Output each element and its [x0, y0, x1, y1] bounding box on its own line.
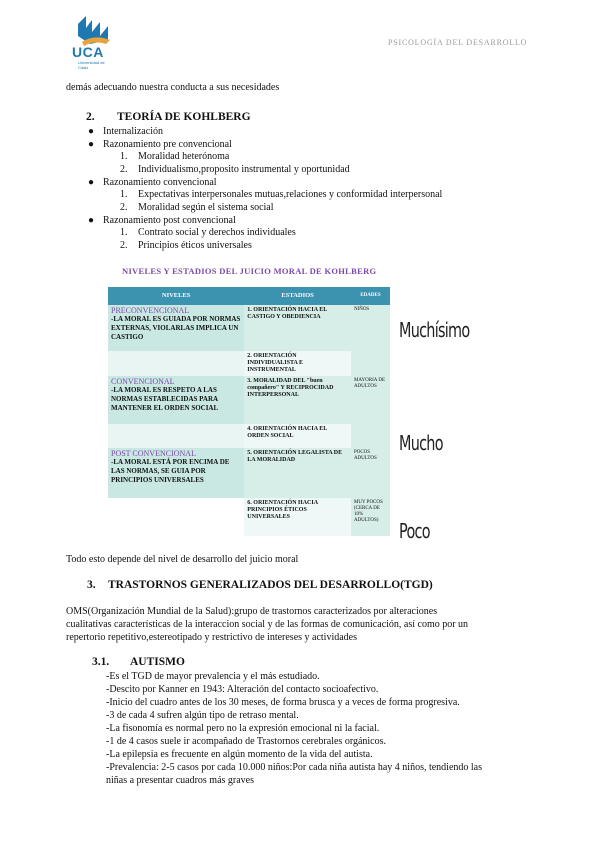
handwritten-note: Poco: [399, 519, 430, 543]
header-course-title: PSICOLOGÍA DEL DESARROLLO: [388, 38, 528, 47]
age-text: NIÑOS: [353, 307, 370, 312]
autismo-line: -Es el TGD de mayor prevalencia y el más estudiado.: [106, 671, 320, 682]
age-text: POCOS ADULTOS: [353, 450, 377, 461]
stage-cell: [244, 498, 351, 536]
section-3-number: 3.: [87, 579, 96, 591]
paragraph-line: repertorio repetitivo,estereotipado y restrictivo de intereses y actividades: [66, 632, 358, 643]
level-name: PRECONVENCIONAL: [111, 306, 190, 315]
stage-text: 4. ORIENTACIÓN HACIA EL ORDEN SOCIAL: [247, 426, 327, 439]
col-header-edades: EDADES: [351, 287, 390, 305]
age-cell: [351, 305, 390, 351]
paragraph-line: cualitativas características de la interaccion social y de las formas de comunicación, así como por un: [66, 619, 469, 630]
age-text: MUY POCOS (CERCA DE 10% ADULTOS): [353, 500, 383, 523]
list-item: Internalización: [103, 126, 163, 137]
sub-list-item: Moralidad según el sistema social: [138, 202, 274, 213]
logo-subtext: Universidad de Cádiz: [78, 60, 105, 70]
sub-list-item: Individualismo,proposito instrumental y oportunidad: [138, 164, 350, 175]
level-cell-empty: [108, 498, 244, 536]
stage-cell: [244, 351, 351, 376]
autismo-line: niñas a presentar cuadros más graves: [106, 775, 254, 786]
sub-list-item: Moralidad heterónoma: [138, 151, 230, 162]
autismo-line: -La epilepsia es frecuente en algún momento de la vida del autista.: [106, 749, 373, 760]
section-2-title: TEORÍA DE KOHLBERG: [117, 111, 251, 123]
autismo-line: -Inicio del cuadro antes de los 30 meses, de forma brusca y a veces de forma progresiva.: [106, 697, 460, 708]
autismo-line: -Prevalencia: 2-5 casos por cada 10.000 niños:Por cada niña autista hay 4 niños, tendiendo las: [106, 762, 483, 773]
age-cell: [351, 498, 390, 536]
age-cell: [351, 351, 390, 376]
sub-list-item: Contrato social y derechos individuales: [138, 227, 296, 238]
paragraph-line: OMS(Organización Mundial de la Salud):grupo de trastornos caracterizados por alteraciones: [66, 606, 438, 617]
sub-item-number: 1.: [120, 151, 128, 162]
bullet-icon: ●: [88, 126, 95, 137]
col-header-estadios: ESTADIOS: [244, 287, 351, 305]
autismo-line: -La fisonomía es normal pero no la expresión emocional ni la facial.: [106, 723, 380, 734]
age-cell: [351, 448, 390, 498]
sub-list-item: Principios éticos universales: [138, 240, 252, 251]
table-title: NIVELES Y ESTADIOS DEL JUICIO MORAL DE KOHLBERG: [122, 266, 377, 276]
sub-list-item: Expectativas interpersonales mutuas,relaciones y conformidad interpersonal: [138, 189, 443, 200]
sub-item-number: 2.: [120, 202, 128, 213]
section-3-1-number: 3.1.: [92, 656, 110, 668]
list-item: Razonamiento post convencional: [103, 215, 236, 226]
level-cell-pre: [108, 305, 244, 351]
section-3-title: TRASTORNOS GENERALIZADOS DEL DESARROLLO(TGD): [108, 579, 433, 591]
age-cell: [351, 376, 390, 424]
stage-text: 3. MORALIDAD DEL "buen compañero" Y RECIPROCIDAD INTERPERSONAL: [247, 378, 334, 398]
university-logo: [72, 14, 118, 70]
intro-line: demás adecuando nuestra conducta a sus necesidades: [66, 82, 280, 93]
table-conclusion: Todo esto depende del nivel de desarrollo del juicio moral: [66, 554, 299, 565]
handwritten-note: Muchísimo: [399, 318, 470, 342]
list-item: Razonamiento pre convencional: [103, 139, 232, 150]
handwritten-note: Mucho: [399, 431, 443, 455]
autismo-line: -3 de cada 4 sufren algún tipo de retraso mental.: [106, 710, 299, 721]
autismo-line: -Descito por Kanner en 1943: Alteración del contacto socioafectivo.: [106, 684, 379, 695]
level-desc: -LA MORAL ESTÁ POR ENCIMA DE LAS NORMAS, SE GUIA POR PRINCIPIOS UNIVERSALES: [111, 458, 230, 484]
age-cell: [351, 424, 390, 448]
stage-text: 2. ORIENTACIÓN INDIVIDUALISTA E INSTRUMENTAL: [247, 353, 304, 373]
kohlberg-table: [108, 287, 390, 536]
list-item: Razonamiento convencional: [103, 177, 217, 188]
bullet-icon: ●: [88, 215, 95, 226]
age-text: MAYORIA DE ADULTOS: [353, 378, 386, 389]
section-2-number: 2.: [86, 111, 95, 123]
bullet-icon: ●: [88, 139, 95, 150]
level-name: CONVENCIONAL: [111, 377, 175, 386]
stage-cell: [244, 376, 351, 424]
bullet-icon: ●: [88, 177, 95, 188]
level-desc: -LA MORAL ES GUIADA POR NORMAS EXTERNAS, VIOLARLAS IMPLICA UN CASTIGO: [111, 315, 241, 341]
stage-text: 6. ORIENTACIÓN HACIA PRINCIPIOS ÉTICOS UNIVERSALES: [247, 500, 318, 520]
sub-item-number: 2.: [120, 164, 128, 175]
level-cell-post: [108, 448, 244, 498]
level-cell-empty: [108, 351, 244, 376]
stage-cell: [244, 424, 351, 448]
stage-text: 1. ORIENTACIÓN HACIA EL CASTIGO Y OBEDIENCIA: [247, 307, 327, 320]
level-name: POST CONVENCIONAL: [111, 449, 196, 458]
logo-text: UCA: [72, 44, 104, 60]
level-desc: -LA MORAL ES RESPETO A LAS NORMAS ESTABLECIDAS PARA MANTENER EL ORDEN SOCIAL: [111, 386, 219, 412]
level-cell-empty: [108, 424, 244, 448]
sub-item-number: 1.: [120, 227, 128, 238]
stage-text: 5. ORIENTACIÓN LEGALISTA DE LA MORALIDAD: [247, 450, 343, 463]
stage-cell: [244, 305, 351, 351]
autismo-line: -1 de 4 casos suele ir acompañado de Trastornos cerebrales orgánicos.: [106, 736, 387, 747]
col-header-niveles: NIVELES: [108, 287, 244, 305]
stage-cell: [244, 448, 351, 498]
section-3-1-title: AUTISMO: [130, 656, 185, 668]
level-cell-conv: [108, 376, 244, 424]
sub-item-number: 2.: [120, 240, 128, 251]
sub-item-number: 1.: [120, 189, 128, 200]
